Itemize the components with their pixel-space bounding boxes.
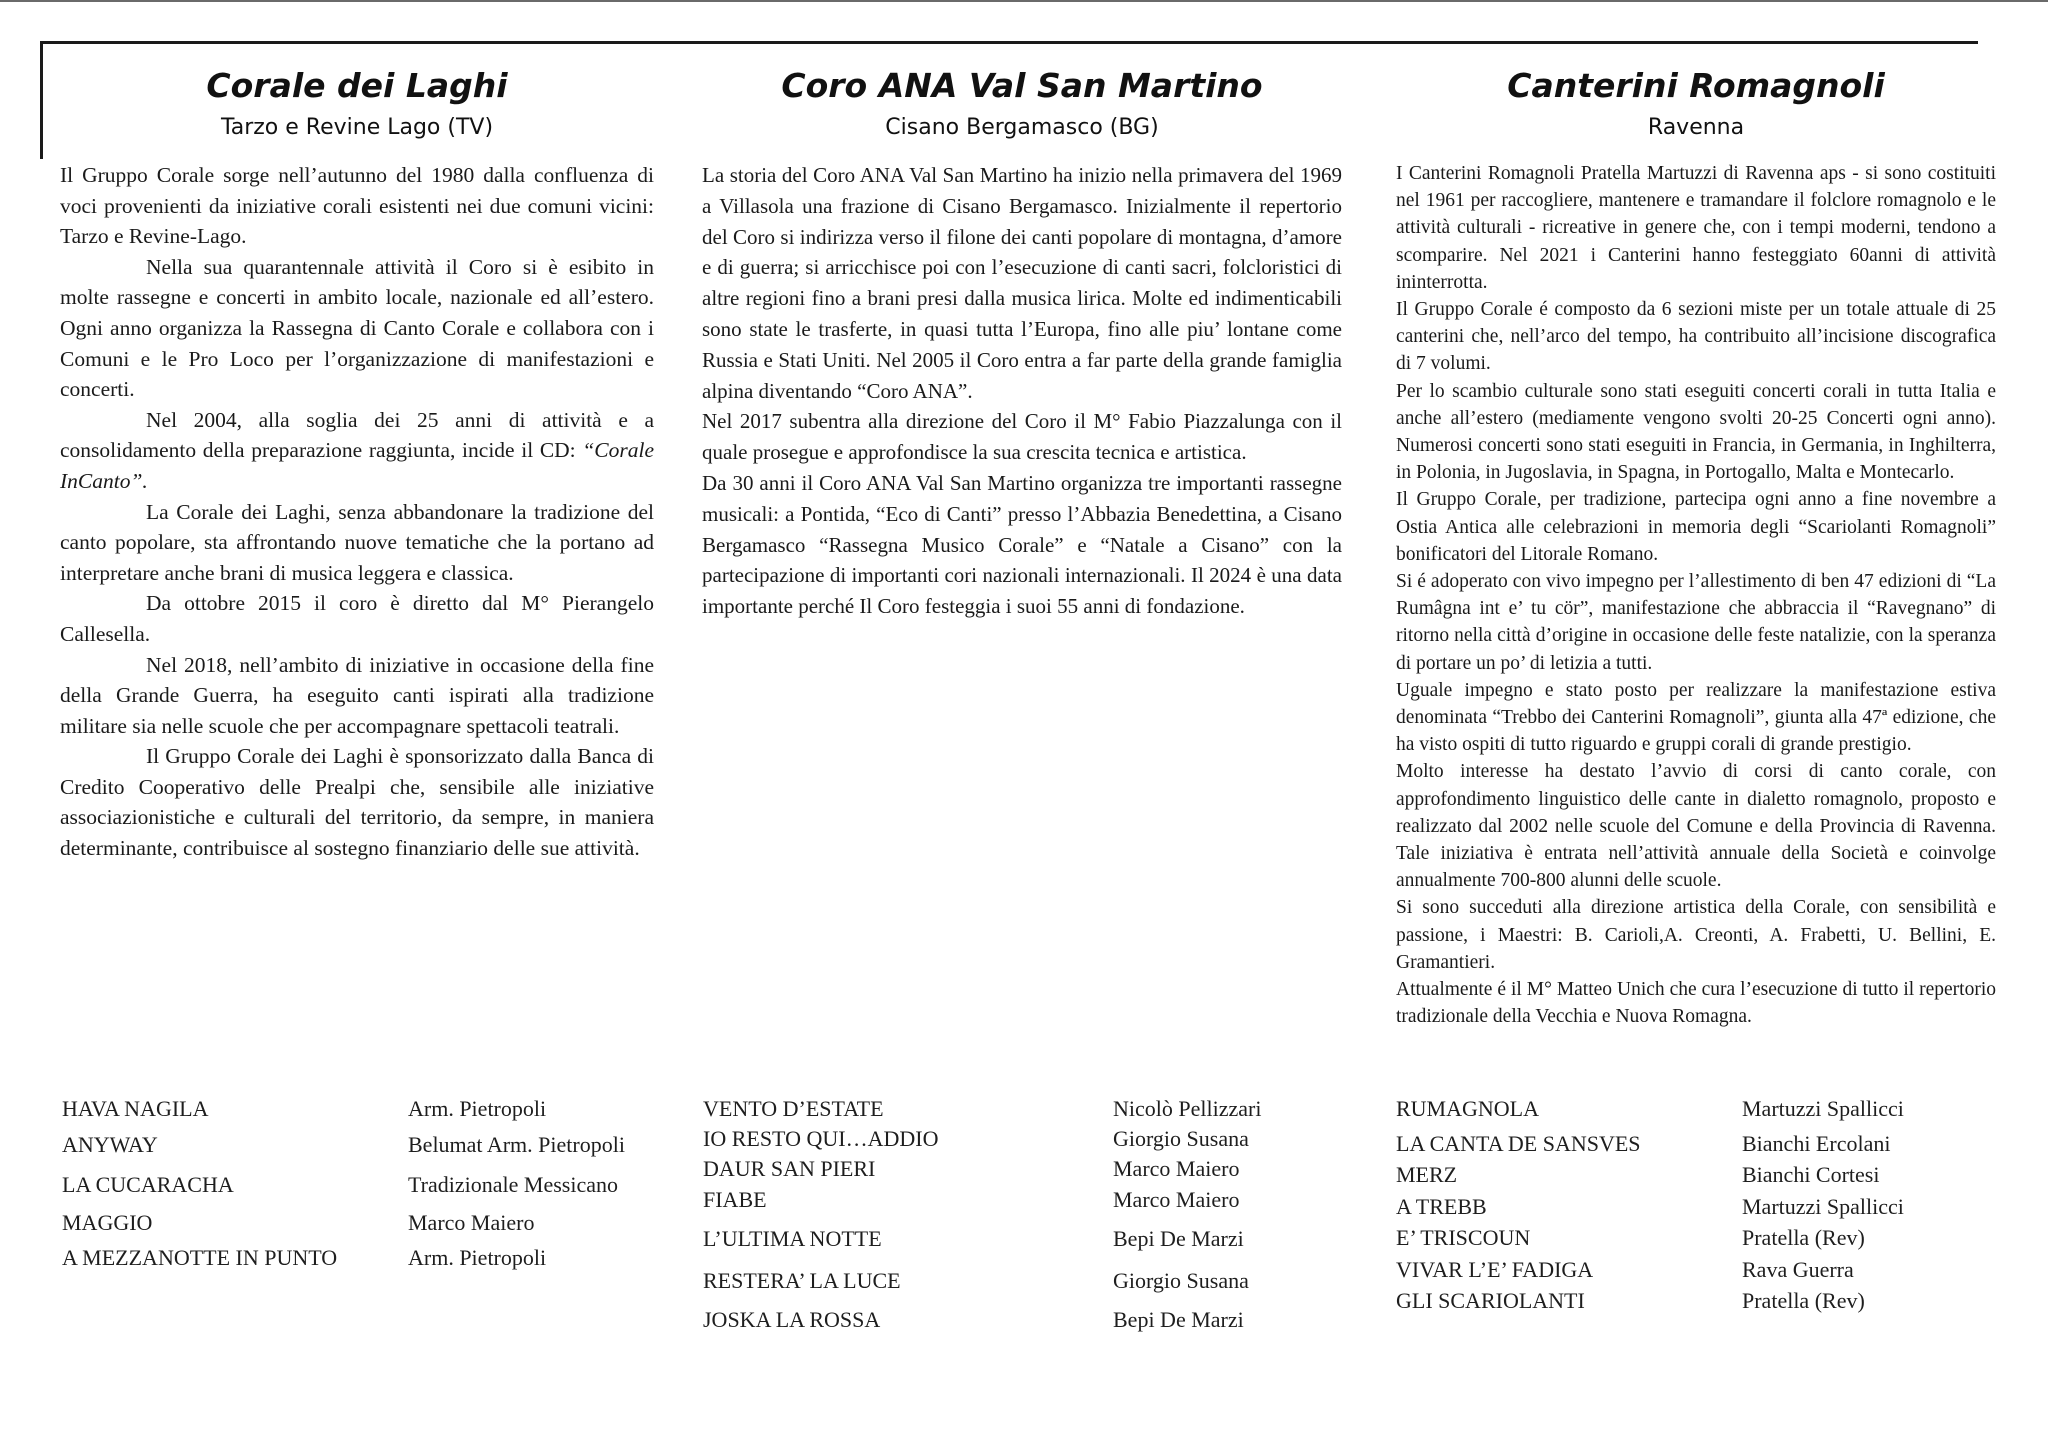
- song-title: HAVA NAGILA: [62, 1096, 209, 1121]
- column-canterini-romagnoli: [1396, 60, 1996, 1031]
- song-title: DAUR SAN PIERI: [703, 1156, 876, 1181]
- song-author: Rava Guerra: [1742, 1257, 1854, 1282]
- top-rule: [0, 0, 2048, 2]
- column-corale-dei-laghi: [60, 60, 654, 864]
- choir-description: [60, 160, 654, 864]
- song-title: A TREBB: [1396, 1194, 1487, 1219]
- song-title: VENTO D’ESTATE: [703, 1096, 884, 1121]
- paragraph: Il Gruppo Corale sorge nell’autunno del 1980 dalla confluenza di voci provenienti da iniziative corali esistenti nei due comuni vicini: Tarzo e Revine-Lago.: [60, 163, 654, 249]
- song-title: JOSKA LA ROSSA: [703, 1307, 881, 1332]
- paragraph: Il Gruppo Corale dei Laghi è sponsorizzato dalla Banca di Credito Cooperativo delle Prealpi che, sensibile alle iniziative associazionistiche e culturali del territorio, da sempre, in maniera determinante, contribuisce al sostegno finanziario delle sue attività.: [60, 744, 654, 861]
- paragraph: Attualmente é il M° Matteo Unich che cura l’esecuzione di tutto il repertorio tradizionale della Vecchia e Nuova Romagna.: [1396, 979, 1996, 1028]
- song-author: Tradizionale Messicano: [408, 1172, 618, 1197]
- song-title: FIABE: [703, 1187, 767, 1212]
- song-author: Bianchi Ercolani: [1742, 1131, 1891, 1156]
- paragraph: Nel 2018, nell’ambito di iniziative in occasione della fine della Grande Guerra, ha eseguito canti ispirati alla tradizione militare sia nelle scuole che per accompagnare spettacoli teatrali.: [60, 652, 654, 738]
- song-author: Marco Maiero: [1113, 1187, 1240, 1212]
- frame-top-line: [40, 41, 1978, 44]
- song-title: LA CANTA DE SANSVES: [1396, 1131, 1641, 1156]
- paragraph: Uguale impegno e stato posto per realizzare la manifestazione estiva denominata “Trebbo dei Canterini Romagnoli”, giunta alla 47ª edizione, che ha visto ospiti di tutto riguardo e gruppi corali di grande prestigio.: [1396, 679, 1996, 756]
- paragraph: La Corale dei Laghi, senza abbandonare la tradizione del canto popolare, sta affrontando nuove tematiche che la portano ad interpretare anche brani di musica leggera e classica.: [60, 499, 654, 585]
- song-author: Arm. Pietropoli: [408, 1096, 547, 1121]
- song-title: L’ULTIMA NOTTE: [703, 1226, 882, 1251]
- paragraph: Da 30 anni il Coro ANA Val San Martino organizza tre importanti rassegne musicali: a Pontida, “Eco di Canti” presso l’Abbazia Benedettina, a Cisano Bergamasco “Rassegna Musico Corale” e “Natale a Cisano” con la partecipazione di importanti cori nazionali internazionali. Il 2024 è una data importante perché Il Coro festeggia i suoi 55 anni di fondazione.: [702, 470, 1342, 619]
- choir-description: [1396, 160, 1996, 1031]
- song-title: MAGGIO: [62, 1210, 153, 1235]
- song-title: A MEZZANOTTE IN PUNTO: [62, 1245, 338, 1270]
- paragraph: Per lo scambio culturale sono stati eseguiti concerti corali in tutta Italia e anche all’estero (mediamente vengono svolti 20-25 Concerti ogni anno). Numerosi concerti sono stati eseguiti in Francia, in Germania, in Inghilterra, in Polonia, in Jugoslavia, in Spagna, in Portogallo, Malta e Montecarlo.: [1396, 380, 1996, 484]
- paragraph: Da ottobre 2015 il coro è diretto dal M° Pierangelo Callesella.: [60, 591, 654, 646]
- paragraph: Nel 2017 subentra alla direzione del Coro il M° Fabio Piazzalunga con il quale prosegue e approfondisce la sua crescita tecnica e artistica.: [702, 409, 1342, 465]
- song-author: Giorgio Susana: [1113, 1268, 1249, 1293]
- song-author: Bianchi Cortesi: [1742, 1162, 1880, 1187]
- song-author: Pratella (Rev): [1742, 1288, 1865, 1313]
- paragraph: Nella sua quarantennale attività il Coro si è esibito in molte rassegne e concerti in ambito locale, nazionale ed all’estero. Ogni anno organizza la Rassegna di Canto Corale e collabora con i Comuni e le Pro Loco per l’organizzazione di manifestazioni e concerti.: [60, 254, 654, 402]
- column-coro-ana-val-san-martino: [702, 60, 1342, 622]
- song-author: Martuzzi Spallicci: [1742, 1096, 1904, 1121]
- choir-location: Ravenna: [1647, 115, 1745, 140]
- song-author: Belumat Arm. Pietropoli: [408, 1132, 625, 1157]
- song-author: Nicolò Pellizzari: [1113, 1096, 1262, 1121]
- choir-title: Canterini Romagnoli: [1507, 66, 1885, 105]
- song-title: LA CUCARACHA: [62, 1172, 234, 1197]
- song-author: Pratella (Rev): [1742, 1225, 1865, 1250]
- song-title: RESTERA’ LA LUCE: [703, 1268, 901, 1293]
- paragraph: Il Gruppo Corale é composto da 6 sezioni miste per un totale attuale di 25 canterini che, nell’arco del tempo, ha contribuito all’incisione discografica di 7 volumi.: [1396, 299, 1996, 375]
- paragraph: Molto interesse ha destato l’avvio di corsi di canto corale, con approfondimento linguistico delle cante in dialetto romagnolo, proposto e realizzato dal 2002 nelle scuole del Comune e della Provincia di Ravenna. Tale iniziativa è entrata nell’attività annuale della Società e coinvolge annualmente 700-800 alunni delle scuole.: [1396, 761, 1996, 892]
- song-title: IO RESTO QUI…ADDIO: [703, 1126, 939, 1151]
- choir-description: [702, 160, 1342, 622]
- paragraph-text: Nel 2004, alla soglia dei 25 anni di attività e a consolidamento della preparazione raggiunta, incide il CD:: [60, 407, 654, 463]
- song-author: Martuzzi Spallicci: [1742, 1194, 1904, 1219]
- paragraph: I Canterini Romagnoli Pratella Martuzzi di Ravenna aps - si sono costituiti nel 1961 per raccogliere, mantenere e tramandare il folclore romagnolo e le attività culturali - ricreative in genere che, con i tempi moderni, tendono a scomparire. Nel 2021 i Canterini hanno festeggiato 60anni di attività ininterrotta.: [1396, 163, 1996, 293]
- song-author: Marco Maiero: [1113, 1156, 1240, 1181]
- song-title: GLI SCARIOLANTI: [1396, 1288, 1585, 1313]
- song-title: MERZ: [1396, 1162, 1458, 1187]
- song-title: VIVAR L’E’ FADIGA: [1396, 1257, 1594, 1282]
- choir-title: Coro ANA Val San Martino: [781, 66, 1263, 105]
- paragraph: Si é adoperato con vivo impegno per l’allestimento di ben 47 edizioni di “La Rumâgna int e’ tu cör”, manifestazione che abbraccia il “Ravegnano” di ritorno nella città d’origine in occasione delle feste natalizie, con la speranza di portare un po’ di letizia a tutti.: [1396, 571, 1996, 674]
- paragraph: Il Gruppo Corale, per tradizione, partecipa ogni anno a fine novembre a Ostia Antica alle celebrazioni in memoria degli “Scariolanti Romagnoli” bonificatori del Litorale Romano.: [1396, 489, 1996, 565]
- song-title: ANYWAY: [62, 1132, 158, 1157]
- choir-location: Cisano Bergamasco (BG): [885, 115, 1159, 140]
- paragraph: La storia del Coro ANA Val San Martino ha inizio nella primavera del 1969 a Villasola una frazione di Cisano Bergamasco. Inizialmente il repertorio del Coro si indirizza verso il filone dei canti popolare di montagna, d’amore e di guerra; si arricchisce poi con l’esecuzione di canti sacri, folcloristici di altre regioni fino a brani presi dalla musica lirica. Molte ed indimenticabili sono state le trasferte, in quasi tutta l’Europa, fino alle piu’ lontane come Russia e Stati Uniti. Nel 2005 il Coro entra a far parte della grande famiglia alpina diventando “Coro ANA”.: [702, 163, 1342, 403]
- paragraph: Si sono succeduti alla direzione artistica della Corale, con sensibilità e passione, i Maestri: B. Carioli,A. Creonti, A. Frabetti, U. Bellini, E. Gramantieri.: [1396, 897, 1996, 973]
- song-title: E’ TRISCOUN: [1396, 1225, 1531, 1250]
- song-author: Bepi De Marzi: [1113, 1307, 1244, 1332]
- song-title: RUMAGNOLA: [1396, 1096, 1539, 1121]
- song-author: Giorgio Susana: [1113, 1126, 1249, 1151]
- choir-title: Corale dei Laghi: [206, 66, 508, 105]
- song-author: Bepi De Marzi: [1113, 1226, 1244, 1251]
- cd-title: “Corale InCanto”.: [60, 438, 654, 493]
- paragraph: [60, 405, 654, 497]
- song-author: Arm. Pietropoli: [408, 1245, 547, 1270]
- song-author: Marco Maiero: [408, 1210, 535, 1235]
- choir-location: Tarzo e Revine Lago (TV): [220, 115, 494, 140]
- frame-left-line: [40, 41, 43, 159]
